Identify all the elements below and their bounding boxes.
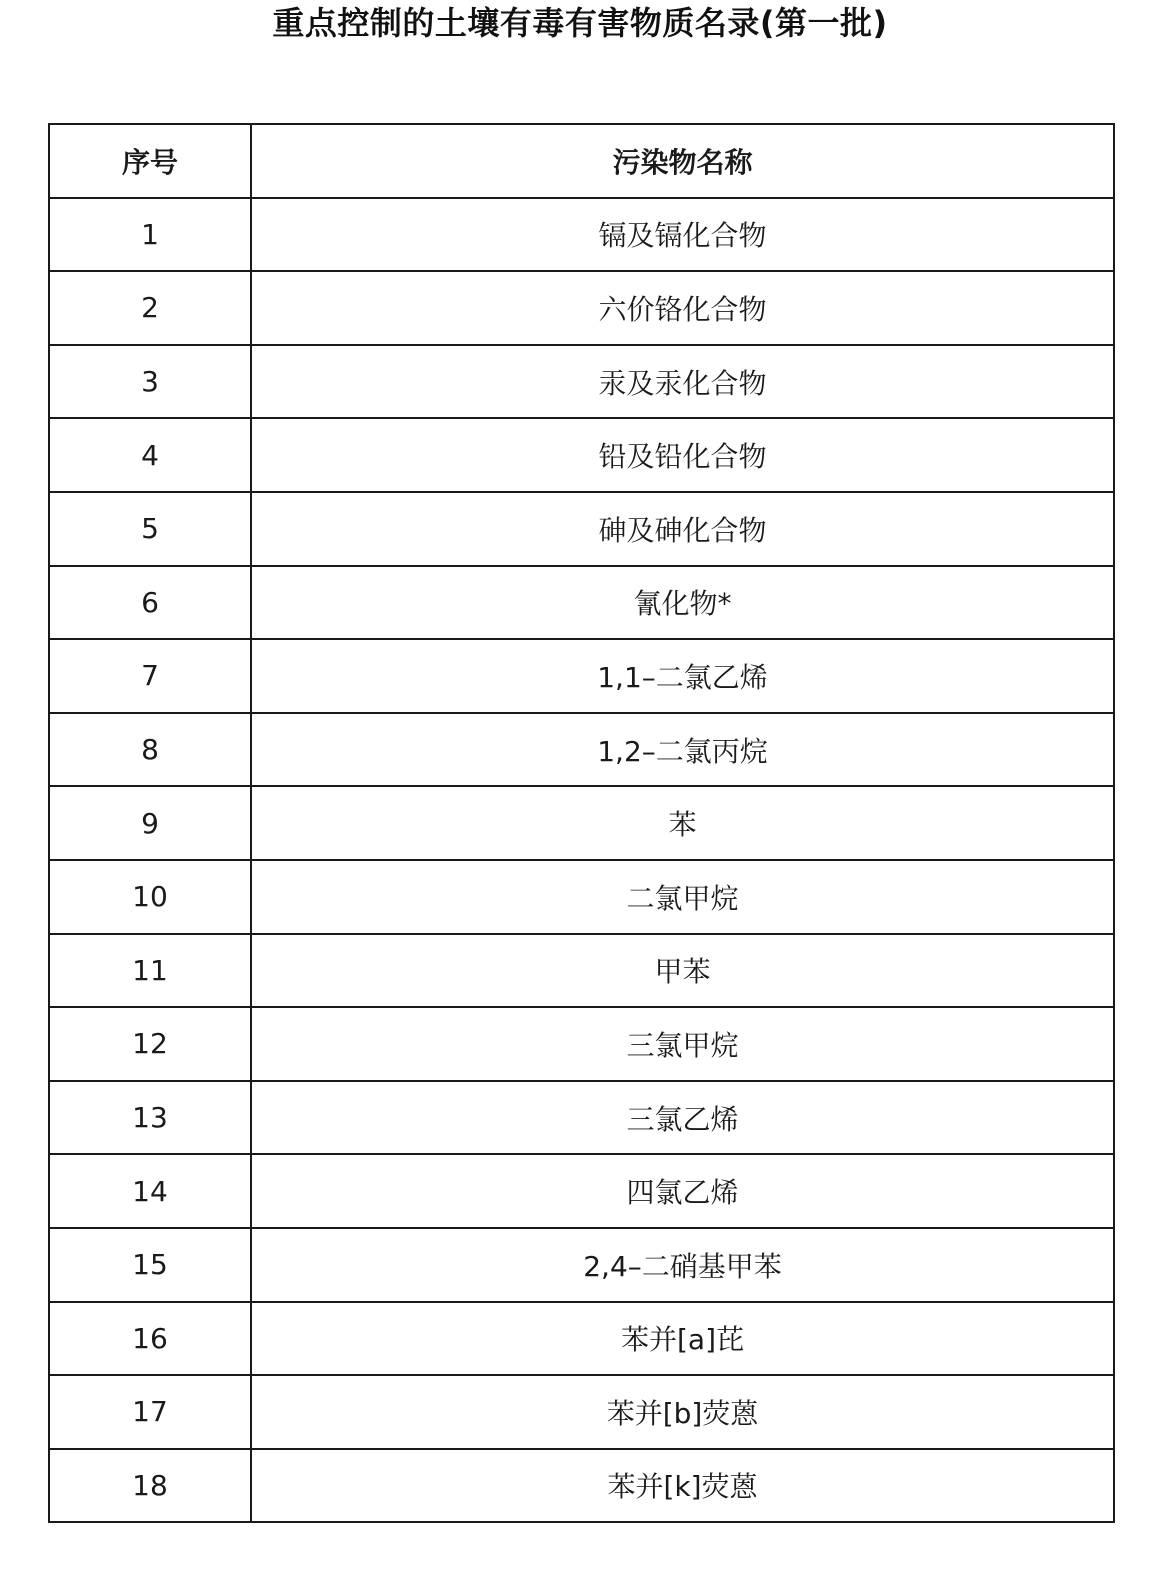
header-pollutant-name: 污染物名称 <box>251 124 1114 198</box>
pollutant-name-cell: 苯并[a]芘 <box>251 1302 1114 1376</box>
pollutant-name-cell: 苯并[b]荧蒽 <box>251 1375 1114 1449</box>
table-row <box>49 1081 1114 1155</box>
serial-number-cell: 10 <box>49 860 251 934</box>
serial-number-cell: 5 <box>49 492 251 566</box>
page-title: 重点控制的土壤有毒有害物质名录(第一批) <box>272 4 888 42</box>
serial-number-cell: 16 <box>49 1302 251 1376</box>
table-row <box>49 1007 1114 1081</box>
serial-number-cell: 12 <box>49 1007 251 1081</box>
pollutant-name-cell: 砷及砷化合物 <box>251 492 1114 566</box>
table-row <box>49 1375 1114 1449</box>
serial-number-cell: 18 <box>49 1449 251 1523</box>
serial-number-cell: 6 <box>49 566 251 640</box>
pollutant-name-cell: 镉及镉化合物 <box>251 198 1114 272</box>
table-row <box>49 492 1114 566</box>
table-row <box>49 1449 1114 1523</box>
pollutant-name-cell: 三氯乙烯 <box>251 1081 1114 1155</box>
serial-number-cell: 15 <box>49 1228 251 1302</box>
pollutant-name-cell: 四氯乙烯 <box>251 1154 1114 1228</box>
serial-number-cell: 3 <box>49 345 251 419</box>
pollutant-name-cell: 铅及铅化合物 <box>251 418 1114 492</box>
pollutant-name-cell: 2,4–二硝基甲苯 <box>251 1228 1114 1302</box>
pollutant-name-cell: 氰化物* <box>251 566 1114 640</box>
serial-number-cell: 14 <box>49 1154 251 1228</box>
table-row <box>49 639 1114 713</box>
table-header-row <box>49 124 1114 198</box>
table-row <box>49 1154 1114 1228</box>
table-row <box>49 860 1114 934</box>
serial-number-cell: 11 <box>49 934 251 1008</box>
serial-number-cell: 1 <box>49 198 251 272</box>
pollutant-name-cell: 苯 <box>251 786 1114 860</box>
serial-number-cell: 8 <box>49 713 251 787</box>
table-row <box>49 1302 1114 1376</box>
table-row <box>49 786 1114 860</box>
table-row <box>49 198 1114 272</box>
table-row <box>49 345 1114 419</box>
table-row <box>49 566 1114 640</box>
pollutant-name-cell: 甲苯 <box>251 934 1114 1008</box>
serial-number-cell: 2 <box>49 271 251 345</box>
serial-number-cell: 17 <box>49 1375 251 1449</box>
header-serial-number: 序号 <box>49 124 251 198</box>
pollutant-name-cell: 汞及汞化合物 <box>251 345 1114 419</box>
table-row <box>49 271 1114 345</box>
serial-number-cell: 9 <box>49 786 251 860</box>
pollutant-name-cell: 六价铬化合物 <box>251 271 1114 345</box>
table-row <box>49 1228 1114 1302</box>
pollutant-name-cell: 三氯甲烷 <box>251 1007 1114 1081</box>
serial-number-cell: 7 <box>49 639 251 713</box>
table-row <box>49 713 1114 787</box>
pollutant-name-cell: 二氯甲烷 <box>251 860 1114 934</box>
pollutant-name-cell: 1,2–二氯丙烷 <box>251 713 1114 787</box>
pollutant-name-cell: 1,1–二氯乙烯 <box>251 639 1114 713</box>
pollutant-table <box>48 123 1115 1523</box>
table-row <box>49 418 1114 492</box>
serial-number-cell: 13 <box>49 1081 251 1155</box>
pollutant-name-cell: 苯并[k]荧蒽 <box>251 1449 1114 1523</box>
serial-number-cell: 4 <box>49 418 251 492</box>
table-row <box>49 934 1114 1008</box>
